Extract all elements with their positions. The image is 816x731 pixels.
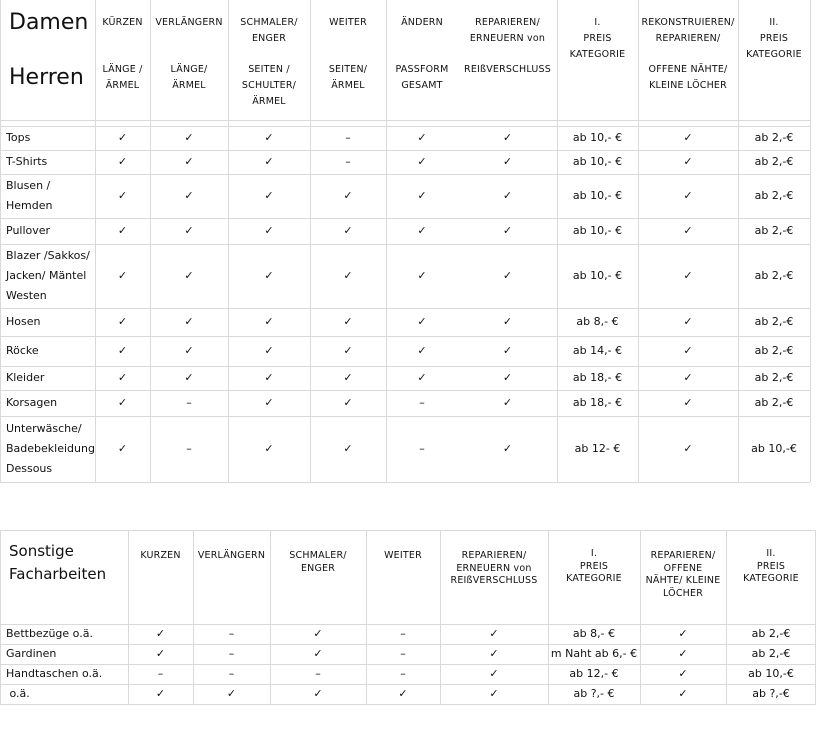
table1-grid-vline [638, 0, 639, 482]
table2-cell: – [228, 627, 235, 640]
table2-cell: – [228, 667, 235, 680]
table1-cell: ✓ [264, 155, 274, 168]
table1-cell: ✓ [343, 371, 353, 384]
table1-grid-vline [0, 0, 1, 482]
table1-header-bottom: SEITEN / [248, 64, 290, 75]
table2-grid-vline [440, 530, 441, 704]
table1-header-top: ERNEUERN von [469, 33, 546, 44]
table1-cell: ✓ [264, 269, 274, 282]
table1-cell: ✓ [417, 155, 427, 168]
table1-cell: ab 2,-€ [754, 189, 794, 202]
table2-header: REPARIEREN/ [650, 550, 716, 561]
table2-cell: ✓ [313, 687, 323, 700]
table1-cell: ✓ [117, 315, 128, 328]
table1-row-label: Blusen / [6, 179, 51, 192]
table2-cell: m Naht ab 6,- € [550, 647, 638, 660]
table2-grid-vline [640, 530, 641, 704]
table1-cell: – [345, 131, 351, 144]
table1-grid-hline [0, 120, 810, 121]
table1-header-top: PREIS [583, 33, 612, 44]
table1-cell: ab 2,-€ [754, 396, 794, 409]
table1-cell: ✓ [683, 269, 693, 282]
table1-cell: ✓ [264, 396, 274, 409]
table2-grid-vline [270, 530, 271, 704]
table2-cell: – [400, 667, 406, 680]
table2-header: NÄHTE/ KLEINE [645, 575, 721, 586]
table1-cell: ab 14,- € [572, 344, 623, 357]
table1-cell: ✓ [417, 189, 427, 202]
table1-row-label: Hosen [6, 315, 41, 328]
table1-cell: ✓ [264, 224, 274, 237]
table1-header-bottom: LÄNGE / [102, 64, 143, 75]
table1-cell: ✓ [417, 371, 427, 384]
table1-row-label: Jacken/ Mäntel [6, 269, 87, 282]
table2-header: LÖCHER [662, 587, 703, 599]
table1-cell: ab 18,- € [572, 371, 623, 384]
table2-grid-hline [0, 624, 816, 625]
table2-cell: ✓ [678, 647, 688, 660]
table1-grid-vline [95, 0, 96, 482]
table2-grid-hline [0, 704, 816, 705]
table1-cell: ab 10,- € [572, 131, 623, 144]
table1-cell: ✓ [502, 442, 513, 455]
table1-grid-hline [0, 218, 810, 219]
table1-cell: ✓ [117, 224, 128, 237]
table2-grid-hline [0, 684, 816, 685]
table1-cell: ✓ [117, 396, 128, 409]
table2-cell: – [400, 627, 406, 640]
table1-cell: ab 10,- € [572, 224, 623, 237]
table1-grid-hline [0, 126, 810, 127]
table1-grid-hline [0, 150, 810, 151]
table1-cell: ✓ [683, 189, 693, 202]
table1-cell: ab 2,-€ [754, 131, 794, 144]
table1-cell: ✓ [117, 131, 128, 144]
table2-grid-vline [726, 530, 727, 704]
table2-title: Sonstige [9, 542, 74, 560]
table1-header-top: II. [769, 17, 779, 28]
table1-cell: ab 8,- € [576, 315, 619, 328]
table1-header-bottom: SEITEN/ [328, 64, 368, 75]
table1-cell: ✓ [117, 344, 128, 357]
table1-header-top: I. [594, 17, 601, 28]
table1-row-label: Westen [6, 289, 47, 302]
table1-cell: ✓ [683, 442, 693, 455]
table2-cell: ✓ [489, 627, 499, 640]
table1-cell: ✓ [184, 189, 194, 202]
table1-cell: ✓ [502, 396, 513, 409]
table1-cell: ✓ [117, 155, 128, 168]
table2-cell: – [228, 647, 235, 660]
table1-cell: ✓ [264, 131, 274, 144]
table1-row-label: Blazer /Sakkos/ [6, 249, 90, 262]
table1-cell: ✓ [343, 396, 353, 409]
table2-header: REIßVERSCHLUSS [450, 575, 538, 586]
table2-cell: ✓ [313, 647, 323, 660]
table1-cell: ✓ [117, 442, 128, 455]
table1-header-top: ENGER [251, 33, 287, 44]
table1-row-label: Badebekleidung [6, 442, 95, 455]
table1-cell: ✓ [264, 442, 274, 455]
table1-header-bottom: GESAMT [401, 80, 443, 91]
table1-row-label: Dessous [6, 462, 53, 475]
table1-cell: ✓ [264, 315, 274, 328]
table1-cell: ab 10,- € [572, 155, 623, 168]
table1-cell: ab 2,-€ [754, 155, 794, 168]
table1-cell: ab 2,-€ [754, 371, 794, 384]
table1-row-label: Tops [6, 131, 31, 144]
table1-cell: ✓ [343, 344, 353, 357]
table1-title-herren: Herren [9, 65, 84, 90]
table1-header-bottom: ÄRMEL [105, 80, 140, 91]
table2-cell: ab ?,-€ [752, 687, 790, 700]
table1-cell: ✓ [184, 155, 194, 168]
table2-header: ERNEUERN von [456, 562, 532, 574]
table1-cell: ✓ [683, 371, 693, 384]
table1-grid-vline [150, 0, 151, 482]
table1-cell: – [186, 442, 192, 455]
table1-cell: – [419, 396, 425, 409]
table1-cell: ✓ [502, 224, 513, 237]
table1-cell: ✓ [502, 189, 513, 202]
table2-cell: ab ?,- € [573, 687, 615, 700]
table1-cell: ✓ [264, 189, 274, 202]
table1-cell: ✓ [264, 371, 274, 384]
table2-header: PREIS [756, 560, 786, 572]
table1-row-label: Hemden [6, 199, 53, 212]
table1-cell: ✓ [683, 344, 693, 357]
table1-header-bottom: LÄNGE/ [170, 64, 208, 75]
table2-header: KATEGORIE [566, 573, 622, 584]
table2-header: REPARIEREN/ [461, 550, 527, 561]
table2-cell: – [315, 667, 321, 680]
table1-cell: ✓ [343, 442, 353, 455]
table1-grid-hline [0, 336, 810, 337]
table1-grid-hline [0, 390, 810, 391]
table1-grid-hline [0, 482, 810, 483]
table2-header: II. [766, 548, 776, 559]
table1-cell: ✓ [683, 224, 693, 237]
table1-header-top: PREIS [759, 33, 789, 44]
table1-cell: ✓ [417, 224, 427, 237]
table2-cell: ✓ [155, 627, 166, 640]
table1-header-bottom: REIßVERSCHLUSS [464, 64, 551, 75]
table2-grid-vline [548, 530, 549, 704]
table1-header-top: SCHMALER/ [240, 17, 298, 28]
table1-cell: – [345, 155, 351, 168]
table2-grid-hline [0, 644, 816, 645]
table2-cell: ✓ [678, 687, 688, 700]
table2-header: PREIS [579, 560, 609, 572]
table1-cell: ✓ [502, 131, 513, 144]
table1-grid-hline [0, 174, 810, 175]
table2-cell: ✓ [678, 627, 688, 640]
table1-cell: ✓ [502, 344, 513, 357]
table2-grid-vline [0, 530, 1, 704]
table1-header-top: REPARIEREN/ [655, 33, 721, 44]
table1-cell: ab 2,-€ [754, 344, 794, 357]
table1-row-label: Korsagen [6, 396, 58, 409]
table1-grid-vline [738, 0, 739, 482]
table2-cell: ✓ [489, 667, 499, 680]
table2-cell: ✓ [398, 687, 408, 700]
table1-cell: ab 2,-€ [754, 269, 794, 282]
table1-title-damen: Damen [9, 10, 89, 35]
table1-cell: ab 18,- € [572, 396, 623, 409]
table1-cell: ✓ [117, 269, 128, 282]
table1-header-top: REPARIEREN/ [475, 17, 540, 28]
table1-cell: ✓ [502, 269, 513, 282]
table1-header-bottom: ÄRMEL [172, 80, 206, 91]
table1-header-top: VERLÄNGERN [155, 17, 223, 28]
table1-header-bottom: PASSFORM [395, 64, 449, 75]
table2-grid-vline [128, 530, 129, 704]
table2-row-label: Handtaschen o.ä. [6, 667, 103, 680]
table1-header-top: ÄNDERN [401, 17, 443, 28]
table1-cell: ✓ [117, 189, 128, 202]
table1-grid-hline [0, 308, 810, 309]
table2-cell: ab 2,-€ [751, 627, 791, 640]
table2-title: Facharbeiten [9, 565, 107, 583]
table1-header-bottom: OFFENE NÄHTE/ [648, 64, 728, 75]
table1-grid-vline [386, 0, 387, 482]
table1-grid-vline [310, 0, 311, 482]
table1-header-top: KATEGORIE [569, 49, 626, 60]
table1-cell: ab 2,-€ [754, 315, 794, 328]
table2-cell: ab 2,-€ [751, 647, 791, 660]
table2-cell: ✓ [678, 667, 688, 680]
table1-cell: ✓ [683, 396, 693, 409]
table1-cell: ✓ [417, 131, 427, 144]
table1-grid-hline [0, 366, 810, 367]
table2-header: VERLÄNGERN [197, 550, 266, 561]
table1-cell: ✓ [117, 371, 128, 384]
table1-row-label: T-Shirts [6, 155, 48, 168]
table2-row-label: Bettbezüge o.ä. [6, 627, 93, 640]
table2-cell: ab 12,- € [569, 667, 619, 680]
table1-cell: ✓ [417, 344, 427, 357]
table1-grid-hline [0, 416, 810, 417]
table1-cell: ✓ [343, 224, 353, 237]
table1-header-bottom: KLEINE LÖCHER [649, 80, 727, 91]
table2-grid-hline [0, 530, 816, 531]
table2-header: SCHMALER/ [289, 550, 347, 561]
table1-cell: ab 12- € [574, 442, 621, 455]
table1-cell: ab 2,-€ [754, 224, 794, 237]
table2-cell: ab 10,-€ [748, 667, 794, 680]
table1-cell: ✓ [502, 155, 513, 168]
table1-cell: ✓ [502, 371, 513, 384]
table2-cell: ✓ [489, 647, 499, 660]
table2-cell: ✓ [155, 647, 166, 660]
table2-header: ENGER [300, 562, 336, 574]
table1-cell: – [186, 396, 192, 409]
table1-header-bottom: ÄRMEL [252, 96, 286, 107]
table1-cell: ✓ [683, 155, 693, 168]
table1-cell: ✓ [502, 315, 513, 328]
table1-cell: ✓ [417, 315, 427, 328]
table1-row-label: Kleider [6, 371, 45, 384]
table1-row-label: Pullover [6, 224, 51, 237]
table1-cell: ✓ [184, 315, 194, 328]
table1-cell: ab 10,- € [572, 189, 623, 202]
table2-grid-hline [0, 664, 816, 665]
table2-cell: ✓ [489, 687, 499, 700]
table1-grid-vline [228, 0, 229, 482]
table2-cell: – [157, 667, 164, 680]
table2-header: WEITER [384, 550, 422, 561]
table1-cell: – [419, 442, 425, 455]
table2-header: KURZEN [140, 550, 181, 561]
table1-cell: ✓ [343, 269, 353, 282]
table1-header-top: KATEGORIE [746, 49, 802, 60]
table1-cell: ✓ [184, 269, 194, 282]
table2-header: OFFENE [663, 562, 703, 574]
table1-row-label: Unterwäsche/ [6, 422, 82, 435]
table2-grid-vline [366, 530, 367, 704]
table2-cell: ✓ [313, 627, 323, 640]
table1-cell: ✓ [184, 224, 194, 237]
table1-row-label: Röcke [6, 344, 39, 357]
table1-cell: ✓ [264, 344, 274, 357]
table1-cell: ab 10,- € [572, 269, 623, 282]
table2-row-label: o.ä. [6, 687, 30, 700]
table1-cell: ✓ [683, 131, 693, 144]
table2-row-label: Gardinen [6, 647, 57, 660]
table1-header-top: WEITER [329, 17, 367, 28]
table1-cell: ✓ [683, 315, 693, 328]
table2-cell: – [400, 647, 406, 660]
table2-grid-vline [193, 530, 194, 704]
table1-cell: ✓ [343, 189, 353, 202]
table1-cell: ✓ [417, 269, 427, 282]
table2-header: KATEGORIE [743, 573, 799, 584]
table1-grid-hline [0, 244, 810, 245]
table2-cell: ✓ [226, 687, 237, 700]
table1-cell: ab 10,-€ [751, 442, 797, 455]
table1-header-bottom: SCHULTER/ [241, 80, 297, 91]
table2-header: I. [590, 548, 598, 559]
table1-header-bottom: ÄRMEL [331, 80, 365, 91]
table1-cell: ✓ [184, 344, 194, 357]
table1-header-top: REKONSTRUIEREN/ [641, 17, 735, 28]
table1-grid-vline [810, 0, 811, 482]
table1-cell: ✓ [184, 131, 194, 144]
table2-cell: ab 8,- € [572, 627, 616, 640]
table1-grid-vline [557, 0, 558, 482]
table1-cell: ✓ [184, 371, 194, 384]
table2-cell: ✓ [155, 687, 166, 700]
table1-header-top: KÜRZEN [102, 17, 143, 28]
table1-cell: ✓ [343, 315, 353, 328]
